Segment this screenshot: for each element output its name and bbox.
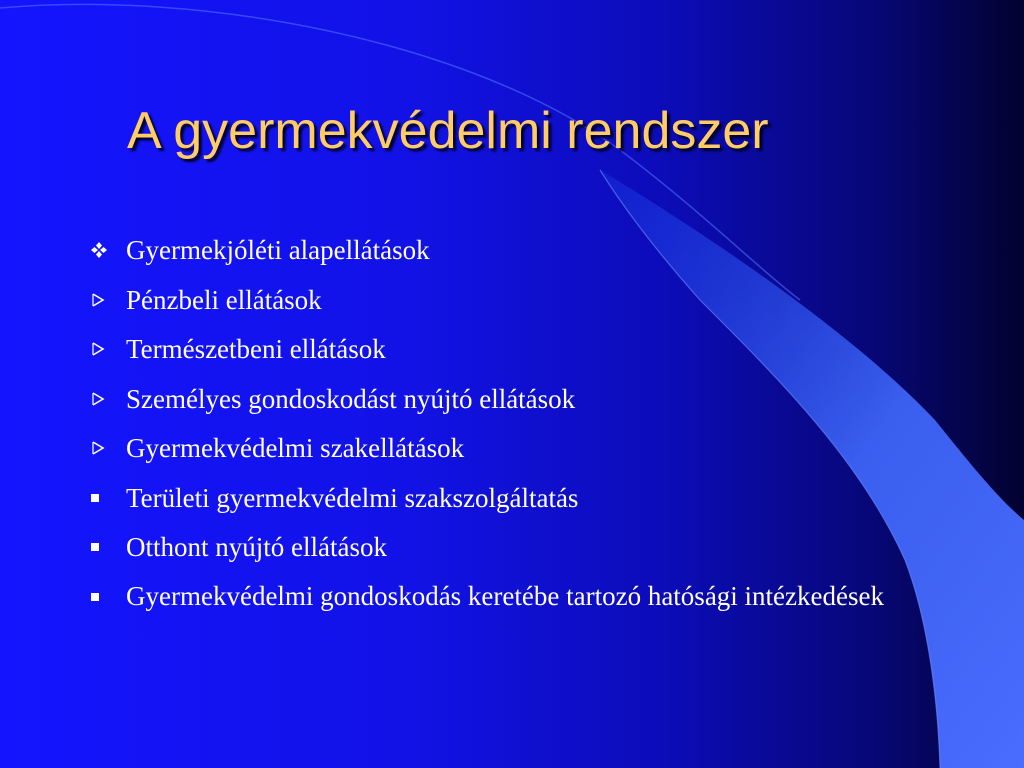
list-item — [88, 526, 918, 568]
list-item — [88, 328, 918, 370]
bullet-text: Pénzbeli ellátások — [126, 284, 322, 315]
list-item — [88, 279, 918, 321]
bullet-text: Személyes gondoskodást nyújtó ellátások — [126, 383, 576, 414]
bullet-text: Gyermekvédelmi gondoskodás keretébe tartozó hatósági intézkedések — [126, 580, 884, 611]
bullet-text: Gyermekjóléti alapellátások — [126, 235, 430, 265]
list-item — [88, 477, 918, 519]
arrowhead-icon — [88, 378, 126, 420]
bullet-text: Otthont nyújtó ellátások — [126, 532, 387, 562]
arrowhead-icon — [88, 328, 126, 370]
arrowhead-icon — [88, 427, 126, 469]
bullet-text: Területi gyermekvédelmi szakszolgáltatás — [126, 482, 579, 513]
slide-title: A gyermekvédelmi rendszer — [127, 102, 769, 160]
square-icon — [88, 576, 126, 618]
bullet-text: Gyermekvédelmi szakellátások — [126, 433, 465, 463]
diamond-cluster-icon — [88, 229, 126, 271]
list-item — [88, 576, 918, 618]
square-icon — [88, 526, 126, 568]
list-item — [88, 229, 918, 271]
list-item — [88, 378, 918, 420]
square-icon — [88, 477, 126, 519]
bullet-text: Természetbeni ellátások — [126, 334, 386, 364]
bullet-list — [88, 229, 918, 625]
arrowhead-icon — [88, 279, 126, 321]
list-item — [88, 427, 918, 469]
